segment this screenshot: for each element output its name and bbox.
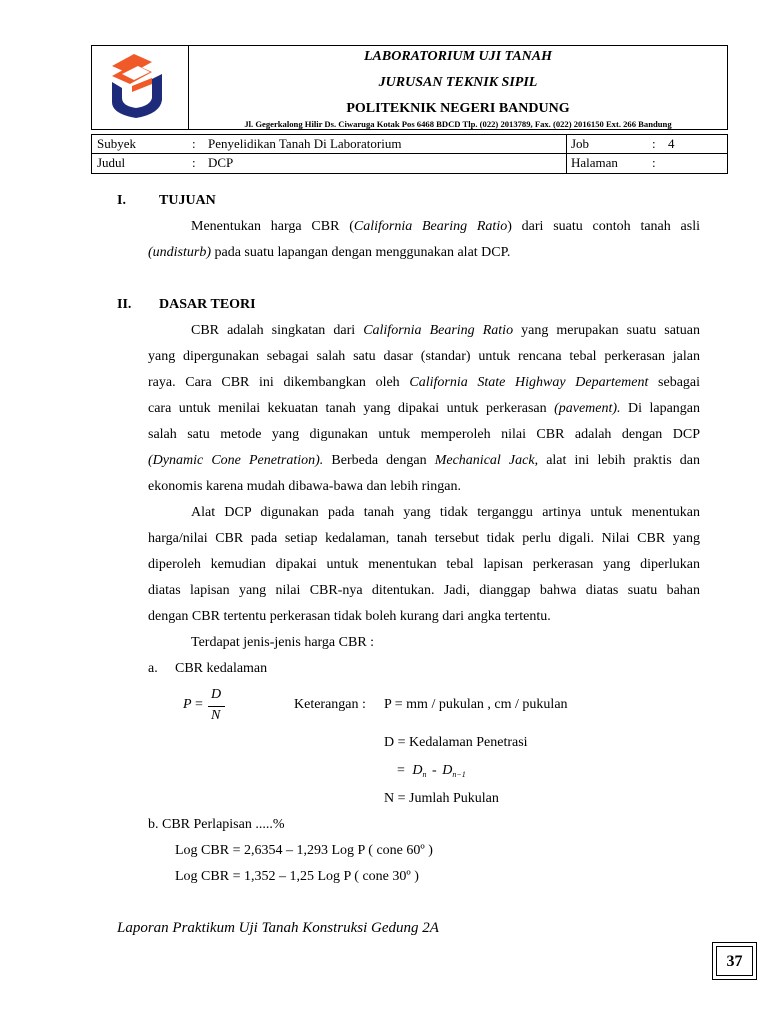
paragraph-2-line-4: diatas lapisan yang nilai CBR-nya ditentukan. Jadi, dianggap bahwa diatas suatu bahan	[148, 583, 700, 598]
halaman-label: Halaman	[571, 155, 618, 170]
institution-title: POLITEKNIK NEGERI BANDUNG	[346, 101, 570, 116]
tujuan-line-1: Menentukan harga CBR (California Bearing Ratio) dari suatu contoh tanah asli	[191, 219, 700, 234]
formula-p-equals-d-over-n: P = D N	[183, 687, 229, 725]
subyek-label: Subyek	[97, 136, 136, 151]
item-b-label: b. CBR Perlapisan .....%	[148, 817, 285, 832]
paragraph-2-line-1: Alat DCP digunakan pada tanah yang tidak terganggu artinya untuk menentukan	[191, 505, 700, 520]
keterangan-p: P = mm / pukulan , cm / pukulan	[384, 697, 568, 712]
paragraph-1-line-6: (Dynamic Cone Penetration). Berbeda dengan Mechanical Jack, alat ini lebih praktis dan	[148, 453, 700, 468]
subyek-colon: :	[192, 136, 196, 151]
judul-value: DCP	[208, 155, 234, 170]
meta-table	[91, 134, 728, 174]
job-value: 4	[668, 136, 675, 151]
job-colon: :	[652, 136, 656, 151]
tujuan-line-2: (undisturb) pada suatu lapangan dengan menggunakan alat DCP.	[148, 245, 511, 260]
page-number: 37	[716, 946, 753, 976]
department-title: JURUSAN TEKNIK SIPIL	[378, 75, 538, 90]
judul-label: Judul	[97, 155, 126, 170]
section-1-title: TUJUAN	[159, 193, 216, 208]
section-2-title: DASAR TEORI	[159, 297, 256, 312]
keterangan-d: D = Kedalaman Penetrasi	[384, 735, 528, 750]
keterangan-d-difference: = $D_n - D_{n-1}$	[397, 763, 466, 779]
cbr-types-intro: Terdapat jenis-jenis harga CBR :	[191, 635, 375, 650]
paragraph-1-line-5: salah satu metode yang digunakan untuk memperoleh nilai CBR adalah dengan DCP	[148, 427, 700, 442]
section-1-number: I.	[117, 193, 126, 208]
paragraph-1-line-2: yang dipergunakan sebagai salah satu dasar (standar) untuk rencana tebal perkerasan jalan	[148, 349, 700, 364]
job-label: Job	[571, 136, 590, 151]
meta-row-divider	[92, 135, 727, 154]
keterangan-label: Keterangan :	[294, 697, 366, 712]
judul-colon: :	[192, 155, 196, 170]
report-footer: Laporan Praktikum Uji Tanah Konstruksi Gedung 2A	[117, 920, 439, 936]
polban-logo	[108, 52, 168, 122]
meta-column-divider	[566, 135, 567, 173]
item-a-label: CBR kedalaman	[175, 661, 268, 676]
keterangan-n: N = Jumlah Pukulan	[384, 791, 499, 806]
section-2-number: II.	[117, 297, 132, 312]
halaman-colon: :	[652, 155, 656, 170]
paragraph-2-line-3: diperoleh kemudian dipakai untuk menentukan tebal lapisan perkerasan yang diperlukan	[148, 557, 700, 572]
paragraph-1-line-4: cara untuk menilai kekuatan tanah yang dipakai untuk perkerasan (pavement). Di lapangan	[148, 401, 701, 416]
address-line: Jl. Gegerkalong Hilir Ds. Ciwaruga Kotak Pos 6468 BDCD Tlp. (022) 2013789, Fax. (022) 2016150 Ext. 266 Bandung	[244, 119, 672, 129]
item-a-marker: a.	[148, 661, 158, 676]
page-number-box	[712, 942, 757, 980]
log-formula-30: Log CBR = 1,352 – 1,25 Log P ( cone 30º )	[175, 869, 419, 884]
logo-cell	[92, 46, 189, 129]
log-formula-60: Log CBR = 2,6354 – 1,293 Log P ( cone 60º )	[175, 843, 433, 858]
paragraph-1-line-1: CBR adalah singkatan dari California Bearing Ratio yang merupakan suatu satuan	[191, 323, 701, 338]
subyek-value: Penyelidikan Tanah Di Laboratorium	[208, 136, 402, 151]
paragraph-2-line-2: harga/nilai CBR pada setiap kedalaman, tanah tersebut tidak perlu digali. Nilai CBR yang	[148, 531, 700, 546]
title-cell	[189, 46, 727, 129]
paragraph-2-line-5: dengan CBR tertentu perkerasan tidak boleh kurang dari angka tertentu.	[148, 609, 551, 624]
document-header	[91, 45, 728, 130]
paragraph-1-line-7: ekonomis karena mudah dibawa-bawa dan lebih ringan.	[148, 479, 461, 494]
lab-title: LABORATORIUM UJI TANAH	[363, 49, 552, 64]
paragraph-1-line-3: raya. Cara CBR ini dikembangkan oleh California State Highway Departement sebagai	[148, 375, 701, 390]
